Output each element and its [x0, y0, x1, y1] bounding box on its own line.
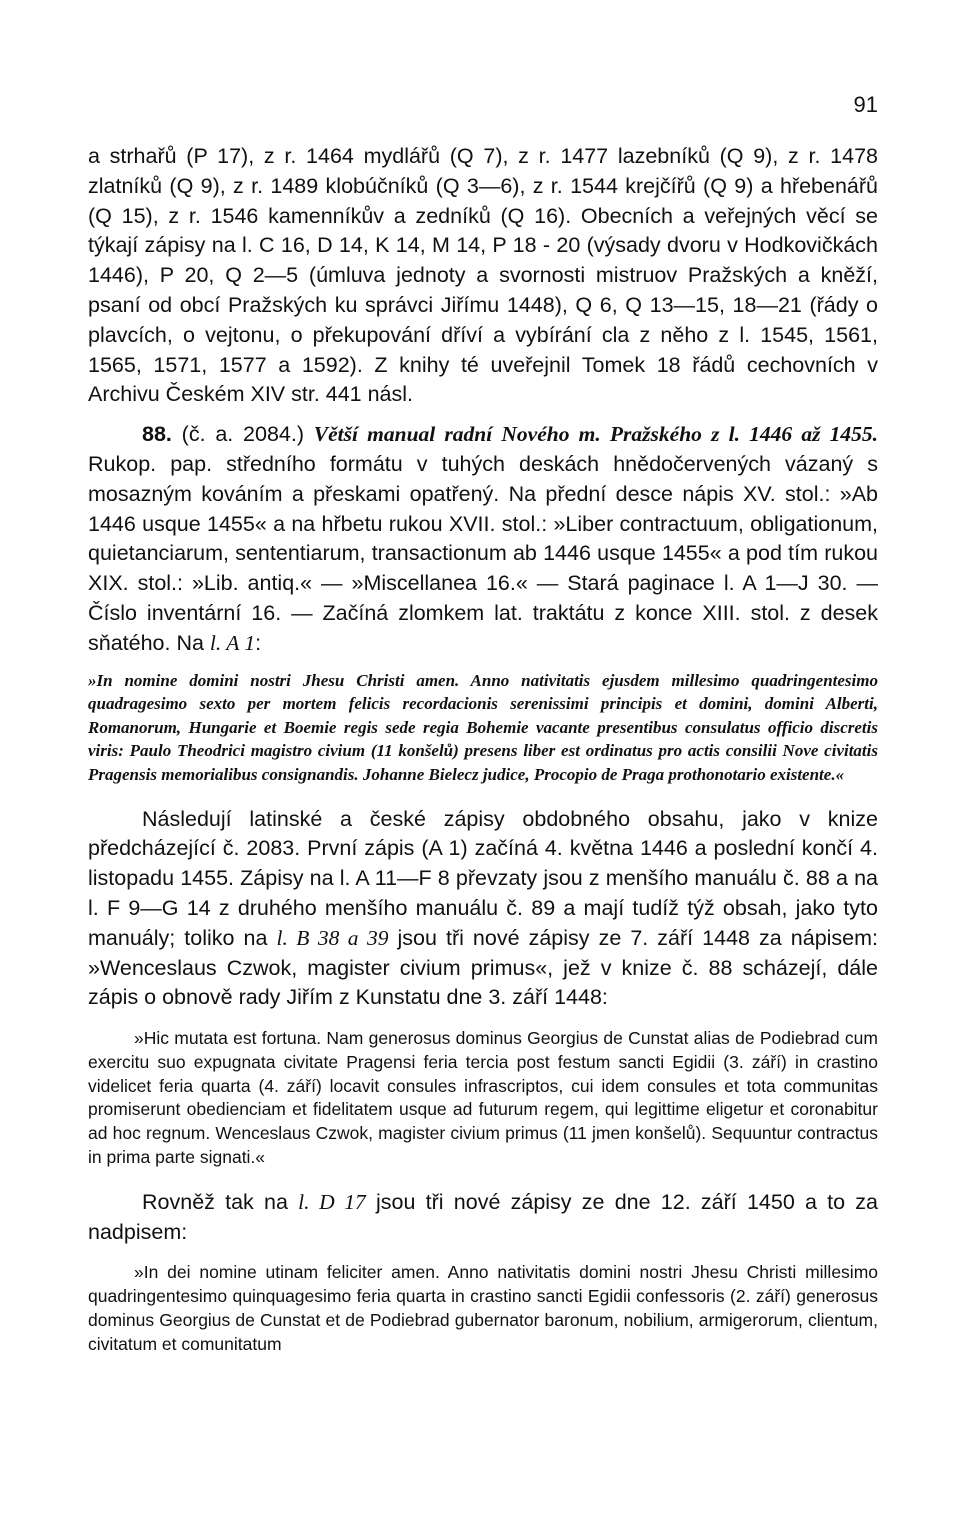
paragraph-d17: [88, 1188, 878, 1248]
paragraph-d17-a: Rovněž tak na: [142, 1189, 299, 1214]
entry-description-end: :: [255, 630, 262, 655]
paragraph-contents-a: Následují latinské a české zápisy obdobného obsahu, jako v knize předcházející č. 2083. První zápis (A 1) začíná 4. května 1446 a poslední končí 4. listopadu 1455. Zápisy na l. A 11—F 8 převzaty jsou z menšího manuálu č. 88 a na l. F 9—G 14 z druhého menšího manuálu č. 89 a mají tudíž týž obsah, jako tyto manuály; toliko na: [88, 806, 878, 950]
paragraph-contents-b: jsou tři nové zápisy ze 7. září 1448 za nápisem: »Wenceslaus Czwok, magister civium primus«, jež v knize č. 88 scházejí, dále zápis o obnově rady Jiřím z Kunstatu dne 3. září 1448:: [88, 925, 879, 1010]
leaf-reference: l. A 1: [209, 630, 256, 655]
paragraph-d17-b: jsou tři nové zápisy ze dne 12. září 1450 a to za nadpisem:: [88, 1189, 879, 1244]
entry-number: 88.: [142, 422, 172, 447]
page-body: [88, 88, 878, 1357]
latin-quote-dei-nomine: »In dei nomine utinam feliciter amen. Anno nativitatis domini nostri Jhesu Christi millesimo quadringentesimo quinquagesimo feria quarta in crastino sancti Egidii confessoris (2. září) generosus dominus Georgius de Cunstat et de Podiebrad gubernator baronum, nobilium, armigerorum, clientum, civitatum et comunitatum: [88, 1262, 878, 1354]
leaf-reference-d17: l. D 17: [298, 1189, 366, 1214]
paragraph-guild-records: a strhařů (P 17), z r. 1464 mydlářů (Q 7), z r. 1477 lazebníků (Q 9), z r. 1478 zlatníků (Q 9), z r. 1489 klobúčníků (Q 3—6), z r. 1544 krejčířů (Q 9) a hřebenářů (Q 15), z r. 1546 kamenníkův a zedníků (Q 16). Obecních a veřejných věcí se týkají zápisy na l. C 16, D 14, K 14, M 14, P 18 - 20 (výsady dvoru v Hodkovičkách 1446), P 20, Q 2—5 (úmluva jednoty a svornosti mistruov Pražských a kněží, psaní od obcí Pražských ku správci Jiřímu 1448), Q 6, Q 13—15, 18—21 (řády o plavcích, o vejtonu, o překupování dříví a vybírání cla z něho z l. 1545, 1561, 1565, 1571, 1577 a 1592). Z knihy té uveřejnil Tomek 18 řádů cechovních v Archivu Českém XIV str. 441 násl.: [88, 144, 878, 407]
latin-quote-fortuna: »Hic mutata est fortuna. Nam generosus dominus Georgius de Cunstat alias de Podiebrad cum exercitu suo expugnata civitate Pragensi feria tercia post festum sancti Egidii (3. září) in crastino videlicet feria quarta (4. září) locavit consules infrascriptos, cui idem consules et tota communitas promiserunt obedienciam et fidelitatem usque ad futurum regem, qui legittime eligetur et coronabitur ad hoc regnum. Wenceslaus Czwok, magister civium primus (11 jmen konšelů). Sequuntur contractus in prima parte signati.«: [88, 1028, 878, 1168]
catalog-entry-88: [88, 420, 878, 658]
paragraph-contents: [88, 805, 878, 1014]
entry-reference: (č. a. 2084.): [171, 422, 314, 447]
leaf-reference-b38: l. B 38 a 39: [276, 925, 389, 950]
entry-title: Větší manual radní Nového m. Pražského z l. 1446 až 1455.: [313, 422, 878, 447]
entry-description: Rukop. pap. středního formátu v tuhých deskách hnědočervených vázaný s mosazným kováním a přeskami opatřený. Na přední desce nápis XV. stol.: »Ab 1446 usque 1455« a na hřbetu rukou XVII. stol.: »Liber contractuum, obligationum, quietanciarum, sententiarum, transactionum ab 1446 usque 1455« a pod tím rukou XIX. stol.: »Lib. antiq.« — »Miscellanea 16.« — Stará paginace l. A 1—J 30. — Číslo inventární 16. — Začíná zlomkem lat. traktátu z konce XIII. stol. z desek sňatého. Na: [88, 451, 878, 655]
page-number: 91: [853, 92, 878, 117]
latin-quote-incipit: »In nomine domini nostri Jhesu Christi amen. Anno nativitatis ejusdem millesimo quadringentesimo quadragesimo sexto per mortem felicis recordacionis serenissimi principis et domini, domini Alberti, Romanorum, Hungarie et Boemie regis sede regia Bohemie vacante presentibus consulatus officio discretis viris: Paulo Theodrici magistro civium (11 konšelů) presens liber est ordinatus pro actis consilii Nove civitatis Pragensis memorialibus consignandis. Johanne Bielecz judice, Procopio de Praga prothonotario existente.«: [88, 670, 878, 784]
